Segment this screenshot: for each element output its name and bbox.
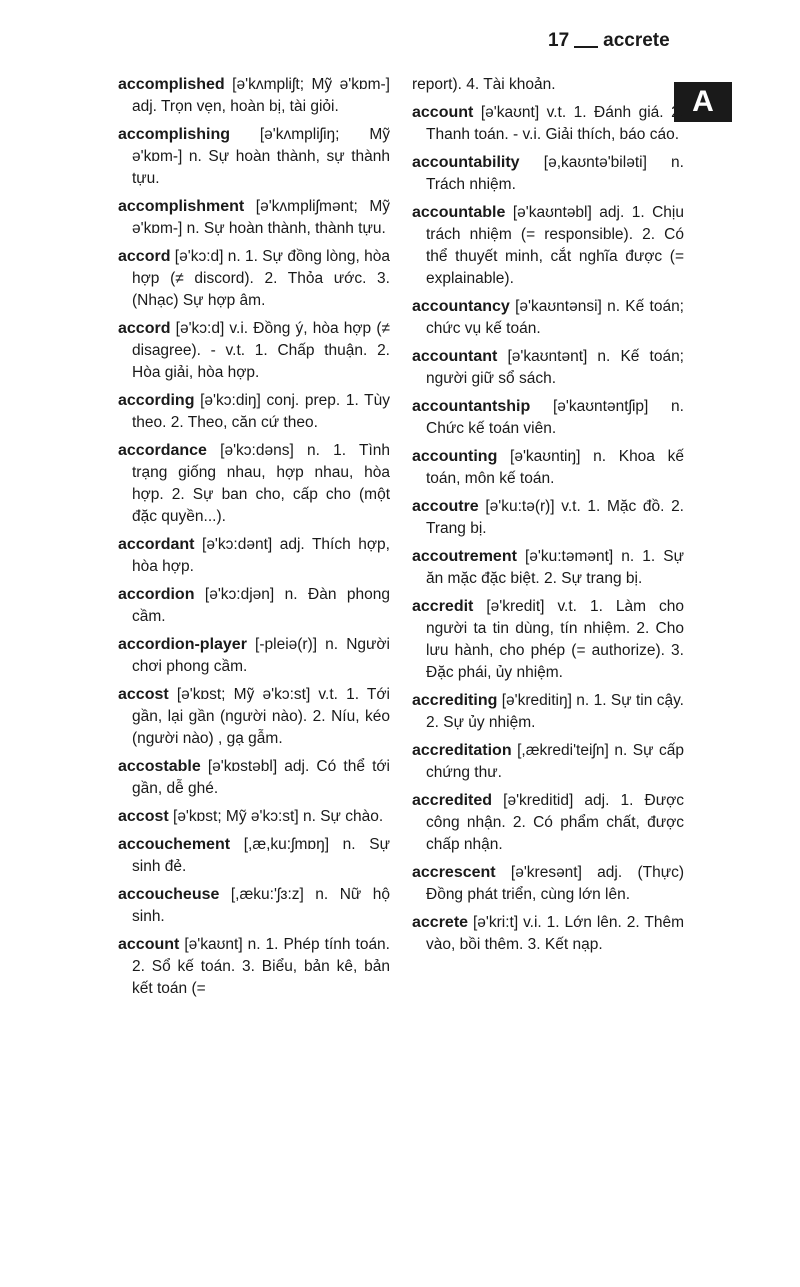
headword: accountant	[412, 348, 498, 365]
dictionary-entry	[118, 884, 390, 928]
headword: account	[118, 936, 180, 953]
headword: accrediting	[412, 692, 498, 709]
dictionary-entry	[118, 440, 390, 528]
headword: accrescent	[412, 864, 496, 881]
dictionary-entry	[412, 396, 684, 440]
headword: accoutre	[412, 498, 479, 515]
dictionary-entry	[412, 152, 684, 196]
dictionary-entry	[412, 102, 684, 146]
headword: accoutrement	[412, 548, 517, 565]
dictionary-entry	[118, 124, 390, 190]
headword: accredit	[412, 598, 474, 615]
headword: accountantship	[412, 398, 531, 415]
definition: [ə'kredit] v.t. 1. Làm cho người ta tin dùng, tín nhiệm. 2. Cho lưu hành, cho phép (= authorize). 3. Đặc phái, ủy nhiệm.	[426, 598, 684, 681]
definition: [ə'kɔ:d] v.i. Đồng ý, hòa hợp (≠ disagree). - v.t. 1. Chấp thuận. 2. Hòa giải, hòa hợp.	[132, 320, 390, 381]
headword: according	[118, 392, 195, 409]
dictionary-entry	[412, 446, 684, 490]
dictionary-entry	[412, 546, 684, 590]
headword: accomplishing	[118, 126, 231, 143]
headword: accomplishment	[118, 198, 245, 215]
headword: accost	[118, 808, 169, 825]
definition: [ə'kɒst; Mỹ ə'kɔ:st] v.t. 1. Tới gần, lại gần (người nào). 2. Níu, kéo (người nào) , gạ gẫm.	[132, 686, 390, 747]
headword: accordant	[118, 536, 195, 553]
definition: [ə'kʌmpliʃmənt; Mỹ ə'kɒm-] n. Sự hoàn thành, thành tựu.	[132, 198, 390, 237]
right-column	[412, 74, 684, 962]
dictionary-entry	[412, 202, 684, 290]
dictionary-entry	[412, 690, 684, 734]
dictionary-entry	[412, 496, 684, 540]
dictionary-entry	[118, 390, 390, 434]
definition: [ə'kɔ:dəns] n. 1. Tình trạng giống nhau, hợp nhau, hòa hợp. 2. Sự ban cho, cấp cho (một đặc quyền...).	[132, 442, 390, 525]
definition: [ə'kʌmpliʃt; Mỹ ə'kɒm-] adj. Trọn vẹn, hoàn bị, tài giỏi.	[132, 76, 390, 115]
definition: [ə'kɔ:djən] n. Đàn phong cầm.	[132, 586, 390, 625]
letter-tab: A	[674, 82, 732, 122]
dictionary-entry	[118, 934, 390, 1000]
dictionary-entry	[412, 296, 684, 340]
headword: accordance	[118, 442, 207, 459]
dictionary-entry	[412, 346, 684, 390]
dictionary-entry	[118, 806, 390, 828]
definition: [ə'kreditiŋ] n. 1. Sự tin cậy. 2. Sự ủy nhiệm.	[426, 692, 684, 731]
definition: [ə'kaʊntiŋ] n. Khoa kế toán, môn kế toán.	[426, 448, 684, 487]
headword: accord	[118, 320, 171, 337]
header-rule	[574, 46, 598, 48]
dictionary-entry	[412, 790, 684, 856]
dictionary-entry	[412, 74, 684, 96]
dictionary-entry	[118, 834, 390, 878]
definition: [ə'kaʊnt] n. 1. Phép tính toán. 2. Sổ kế toán. 3. Biểu, bản kê, bản kết toán (=	[132, 936, 390, 997]
dictionary-entry	[118, 534, 390, 578]
dictionary-entry	[118, 756, 390, 800]
definition: report). 4. Tài khoản.	[412, 76, 556, 93]
definition: [ə'kaʊntəntʃip] n. Chức kế toán viên.	[426, 398, 684, 437]
guide-word: accrete	[603, 30, 670, 51]
dictionary-entry	[118, 318, 390, 384]
dictionary-entry	[412, 596, 684, 684]
dictionary-entry	[412, 912, 684, 956]
definition: [ə'ku:təmənt] n. 1. Sự ăn mặc đặc biệt. 2. Sự trang bị.	[426, 548, 684, 587]
headword: accomplished	[118, 76, 225, 93]
dictionary-entry	[118, 246, 390, 312]
definition: [ə'kɔ:diŋ] conj. prep. 1. Tùy theo. 2. Theo, căn cứ theo.	[132, 392, 390, 431]
headword: accouchement	[118, 836, 231, 853]
headword: accreditation	[412, 742, 512, 759]
definition: [ə'ku:tə(r)] v.t. 1. Mặc đồ. 2. Trang bị.	[426, 498, 684, 537]
definition: [ə'kaʊntənsi] n. Kế toán; chức vụ kế toán.	[426, 298, 684, 337]
headword: accoucheuse	[118, 886, 220, 903]
running-header	[548, 30, 688, 52]
dictionary-entry	[118, 584, 390, 628]
dictionary-entry	[118, 74, 390, 118]
definition: [-pleiə(r)] n. Người chơi phong cầm.	[132, 636, 390, 675]
definition: [ə'kri:t] v.i. 1. Lớn lên. 2. Thêm vào, bồi thêm. 3. Kết nạp.	[426, 914, 684, 953]
definition: [ə'kaʊnt] v.t. 1. Đánh giá. 2. Thanh toán. - v.i. Giải thích, báo cáo.	[426, 104, 684, 143]
dictionary-entry	[118, 196, 390, 240]
definition: [ə'kɒstəbl] adj. Có thể tới gần, dễ ghé.	[132, 758, 390, 797]
dictionary-entry	[412, 740, 684, 784]
definition: [,ækredi'teiʃn] n. Sự cấp chứng thư.	[426, 742, 684, 781]
definition: [ə'kresənt] adj. (Thực) Đồng phát triển, cùng lớn lên.	[426, 864, 684, 903]
definition: [ə'kreditid] adj. 1. Được công nhận. 2. Có phẩm chất, được chấp nhận.	[426, 792, 684, 853]
dictionary-entry	[412, 862, 684, 906]
dictionary-entry	[118, 684, 390, 750]
definition: [ə'kaʊntənt] n. Kế toán; người giữ sổ sách.	[426, 348, 684, 387]
headword: accountable	[412, 204, 506, 221]
headword: accountability	[412, 154, 520, 171]
definition: [ə'kɔ:dənt] adj. Thích hợp, hòa hợp.	[132, 536, 390, 575]
left-column	[118, 74, 390, 1006]
definition: [ə'kʌmpliʃiŋ; Mỹ ə'kɒm-] n. Sự hoàn thành, sự thành tựu.	[132, 126, 390, 187]
definition: [ə'kɔ:d] n. 1. Sự đồng lòng, hòa hợp (≠ discord). 2. Thỏa ước. 3. (Nhạc) Sự hợp âm.	[132, 248, 390, 309]
definition: [,æ,ku:ʃmɒŋ] n. Sự sinh đẻ.	[132, 836, 390, 875]
headword: accredited	[412, 792, 493, 809]
dictionary-entry	[118, 634, 390, 678]
page-number: 17	[548, 30, 570, 51]
definition: [,æku:'ʃɜ:z] n. Nữ hộ sinh.	[132, 886, 390, 925]
headword: accostable	[118, 758, 201, 775]
headword: accounting	[412, 448, 498, 465]
headword: accrete	[412, 914, 469, 931]
definition: [ə,kaʊntə'biləti] n. Trách nhiệm.	[426, 154, 684, 193]
headword: accountancy	[412, 298, 510, 315]
headword: account	[412, 104, 474, 121]
headword: accordion	[118, 586, 195, 603]
headword: accost	[118, 686, 169, 703]
headword: accord	[118, 248, 171, 265]
definition: [ə'kaʊntəbl] adj. 1. Chịu trách nhiệm (= responsible). 2. Có thể thuyết minh, cắt nghĩa được (= explainable).	[426, 204, 684, 287]
definition: [ə'kɒst; Mỹ ə'kɔ:st] n. Sự chào.	[168, 808, 384, 825]
headword: accordion-player	[118, 636, 247, 653]
